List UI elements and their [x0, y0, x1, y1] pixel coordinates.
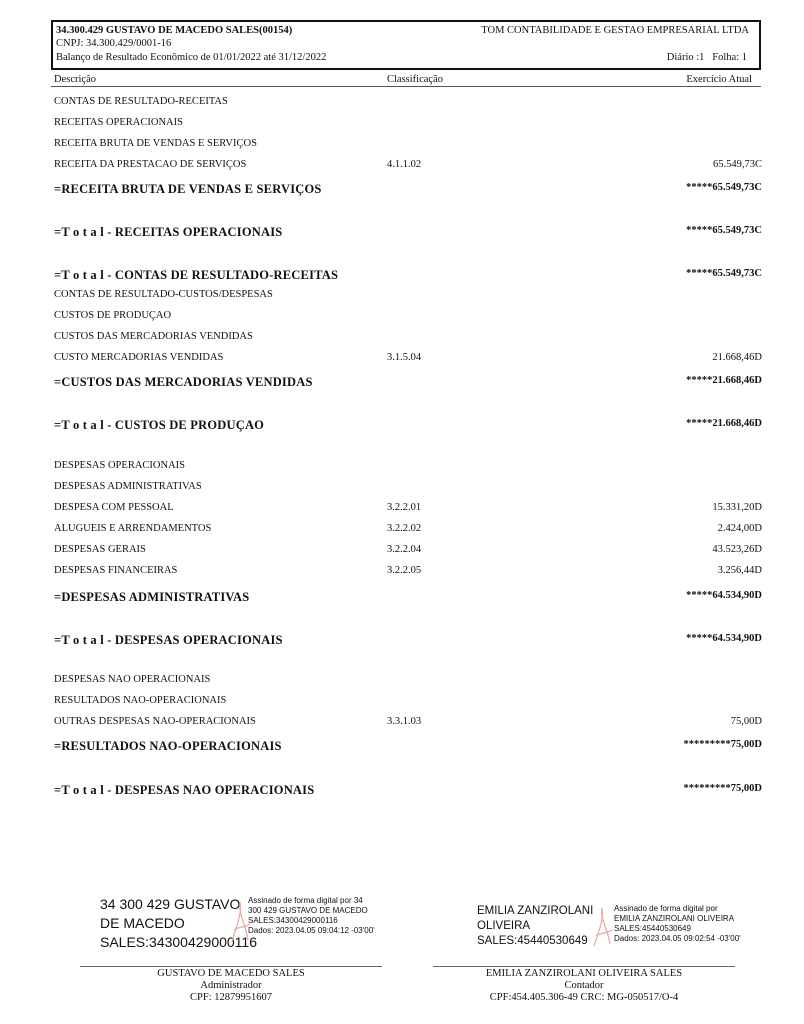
row-description: =T o t a l - RECEITAS OPERACIONAIS	[54, 225, 283, 239]
table-row	[0, 674, 804, 688]
row-description: CONTAS DE RESULTADO-CUSTOS/DESPESAS	[54, 289, 273, 300]
row-value: 43.523,26D	[712, 544, 762, 555]
page-info	[667, 51, 747, 64]
table-row	[0, 590, 804, 604]
table-row	[0, 565, 804, 579]
table-row	[0, 695, 804, 709]
signature-left-info	[248, 896, 375, 936]
signature-left-footer	[80, 968, 382, 1004]
row-description: =RESULTADOS NAO-OPERACIONAIS	[54, 739, 282, 753]
row-value: *****65.549,73C	[686, 268, 762, 279]
row-description: =T o t a l - DESPESAS NAO OPERACIONAIS	[54, 783, 315, 797]
signature-left-line	[80, 966, 382, 967]
row-classification: 3.2.2.04	[387, 544, 422, 555]
table-row	[0, 138, 804, 152]
row-value: 21.668,46D	[712, 352, 762, 363]
table-row	[0, 523, 804, 537]
signature-right-name-line: OLIVEIRA	[477, 920, 531, 932]
signature-left-name-line: DE MACEDO	[100, 915, 185, 931]
row-description: CONTAS DE RESULTADO-RECEITAS	[54, 96, 228, 107]
row-value: *****64.534,90D	[686, 633, 762, 644]
table-row	[0, 96, 804, 110]
row-description: RECEITA DA PRESTACAO DE SERVIÇOS	[54, 159, 247, 170]
table-row	[0, 783, 804, 797]
row-value: *****21.668,46D	[686, 418, 762, 429]
row-value: *****64.534,90D	[686, 590, 762, 601]
table-row	[0, 117, 804, 131]
signature-right-info-line: Dados: 2023.04.05 09:02:54 -03'00'	[614, 934, 741, 943]
row-description: =DESPESAS ADMINISTRATIVAS	[54, 590, 250, 604]
row-description: DESPESAS NAO OPERACIONAIS	[54, 674, 211, 685]
row-value: *********75,00D	[683, 739, 762, 750]
row-value: *********75,00D	[683, 783, 762, 794]
row-classification: 3.2.2.05	[387, 565, 422, 576]
signature-left-info-line: Dados: 2023.04.05 09:04:12 -03'00'	[248, 926, 375, 935]
row-value: 3.256,44D	[717, 565, 762, 576]
signature-right-name-line: EMILIA ZANZIROLANI	[477, 905, 594, 917]
table-row	[0, 633, 804, 647]
row-description: RECEITA BRUTA DE VENDAS E SERVIÇOS	[54, 138, 257, 149]
folha-label: Folha: 1	[712, 52, 747, 63]
table-row	[0, 268, 804, 282]
table-row	[0, 310, 804, 324]
signature-right-line	[433, 966, 735, 967]
signer-document: CPF: 12879951607	[190, 992, 272, 1003]
signature-right-footer	[433, 968, 735, 1004]
column-header-description: Descrição	[54, 74, 96, 85]
signature-right-info-line: EMILIA ZANZIROLANI OLIVEIRA	[614, 914, 735, 923]
table-row	[0, 352, 804, 366]
row-classification: 3.2.2.02	[387, 523, 422, 534]
company-name: 34.300.429 GUSTAVO DE MACEDO SALES(00154)	[56, 25, 293, 36]
signer-name: GUSTAVO DE MACEDO SALES	[157, 968, 305, 979]
row-description: =T o t a l - CONTAS DE RESULTADO-RECEITAS	[54, 268, 339, 282]
row-value: *****65.549,73C	[686, 182, 762, 193]
table-row	[0, 418, 804, 432]
column-header-current-year: Exercício Atual	[686, 74, 752, 85]
column-header-divider	[51, 86, 761, 87]
row-description: =T o t a l - DESPESAS OPERACIONAIS	[54, 633, 283, 647]
signer-role: Administrador	[200, 980, 262, 991]
row-description: CUSTOS DAS MERCADORIAS VENDIDAS	[54, 331, 253, 342]
row-description: DESPESAS ADMINISTRATIVAS	[54, 481, 202, 492]
signer-name: EMILIA ZANZIROLANI OLIVEIRA SALES	[485, 968, 683, 979]
signature-right-name	[477, 904, 593, 949]
signature-left-info-line: 300 429 GUSTAVO DE MACEDO	[248, 906, 368, 915]
report-title: Balanço de Resultado Econômico de 01/01/2022 até 31/12/2022	[56, 52, 327, 63]
row-description: ALUGUEIS E ARRENDAMENTOS	[54, 523, 212, 534]
row-description: CUSTOS DE PRODUÇAO	[54, 310, 172, 321]
row-description: DESPESAS FINANCEIRAS	[54, 565, 178, 576]
signature-right-info-line: SALES:45440530649	[614, 924, 691, 933]
table-row	[0, 375, 804, 389]
signature-right-info	[614, 904, 741, 944]
row-value: 15.331,20D	[712, 502, 762, 513]
row-description: =CUSTOS DAS MERCADORIAS VENDIDAS	[54, 375, 313, 389]
table-row	[0, 289, 804, 303]
table-row	[0, 225, 804, 239]
table-row	[0, 502, 804, 516]
row-value: *****65.549,73C	[686, 225, 762, 236]
diario-label: Diário :1	[666, 52, 705, 63]
signer-document: CPF:454.405.306-49 CRC: MG-050517/O-4	[489, 992, 679, 1003]
row-description: RESULTADOS NAO-OPERACIONAIS	[54, 695, 227, 706]
row-classification: 3.3.1.03	[387, 716, 422, 727]
row-description: DESPESA COM PESSOAL	[54, 502, 174, 513]
row-classification: 4.1.1.02	[387, 159, 422, 170]
row-description: =RECEITA BRUTA DE VENDAS E SERVIÇOS	[54, 182, 322, 196]
accounting-office: TOM CONTABILIDADE E GESTAO EMPRESARIAL LTDA	[481, 25, 749, 36]
row-classification: 3.1.5.04	[387, 352, 422, 363]
row-value: 65.549,73C	[712, 159, 762, 170]
table-row	[0, 481, 804, 495]
row-classification: 3.2.2.01	[387, 502, 422, 513]
signature-left-name-line: 34 300 429 GUSTAVO	[100, 896, 241, 912]
row-description: CUSTO MERCADORIAS VENDIDAS	[54, 352, 224, 363]
row-description: DESPESAS OPERACIONAIS	[54, 460, 185, 471]
row-description: DESPESAS GERAIS	[54, 544, 146, 555]
company-cnpj: CNPJ: 34.300.429/0001-16	[56, 38, 172, 49]
row-value: *****21.668,46D	[686, 375, 762, 386]
row-description: =T o t a l - CUSTOS DE PRODUÇAO	[54, 418, 265, 432]
column-header-classification: Classificação	[387, 74, 443, 85]
signature-left-info-line: SALES:34300429000116	[248, 916, 338, 925]
report-header	[51, 20, 761, 70]
table-row	[0, 460, 804, 474]
signature-right-info-line: Assinado de forma digital por	[614, 904, 718, 913]
table-row	[0, 716, 804, 730]
table-row	[0, 159, 804, 173]
table-row	[0, 739, 804, 753]
row-value: 2.424,00D	[717, 523, 762, 534]
row-description: RECEITAS OPERACIONAIS	[54, 117, 183, 128]
signature-left-info-line: Assinado de forma digital por 34	[248, 896, 363, 905]
table-row	[0, 331, 804, 345]
table-row	[0, 182, 804, 196]
table-row	[0, 544, 804, 558]
signer-role: Contador	[564, 980, 604, 991]
signature-right-scribble	[590, 900, 614, 950]
row-value: 75,00D	[730, 716, 762, 727]
signature-left-name-line: SALES:34300429000116	[100, 934, 257, 950]
signature-right-name-line: SALES:45440530649	[477, 935, 588, 947]
row-description: OUTRAS DESPESAS NAO-OPERACIONAIS	[54, 716, 256, 727]
